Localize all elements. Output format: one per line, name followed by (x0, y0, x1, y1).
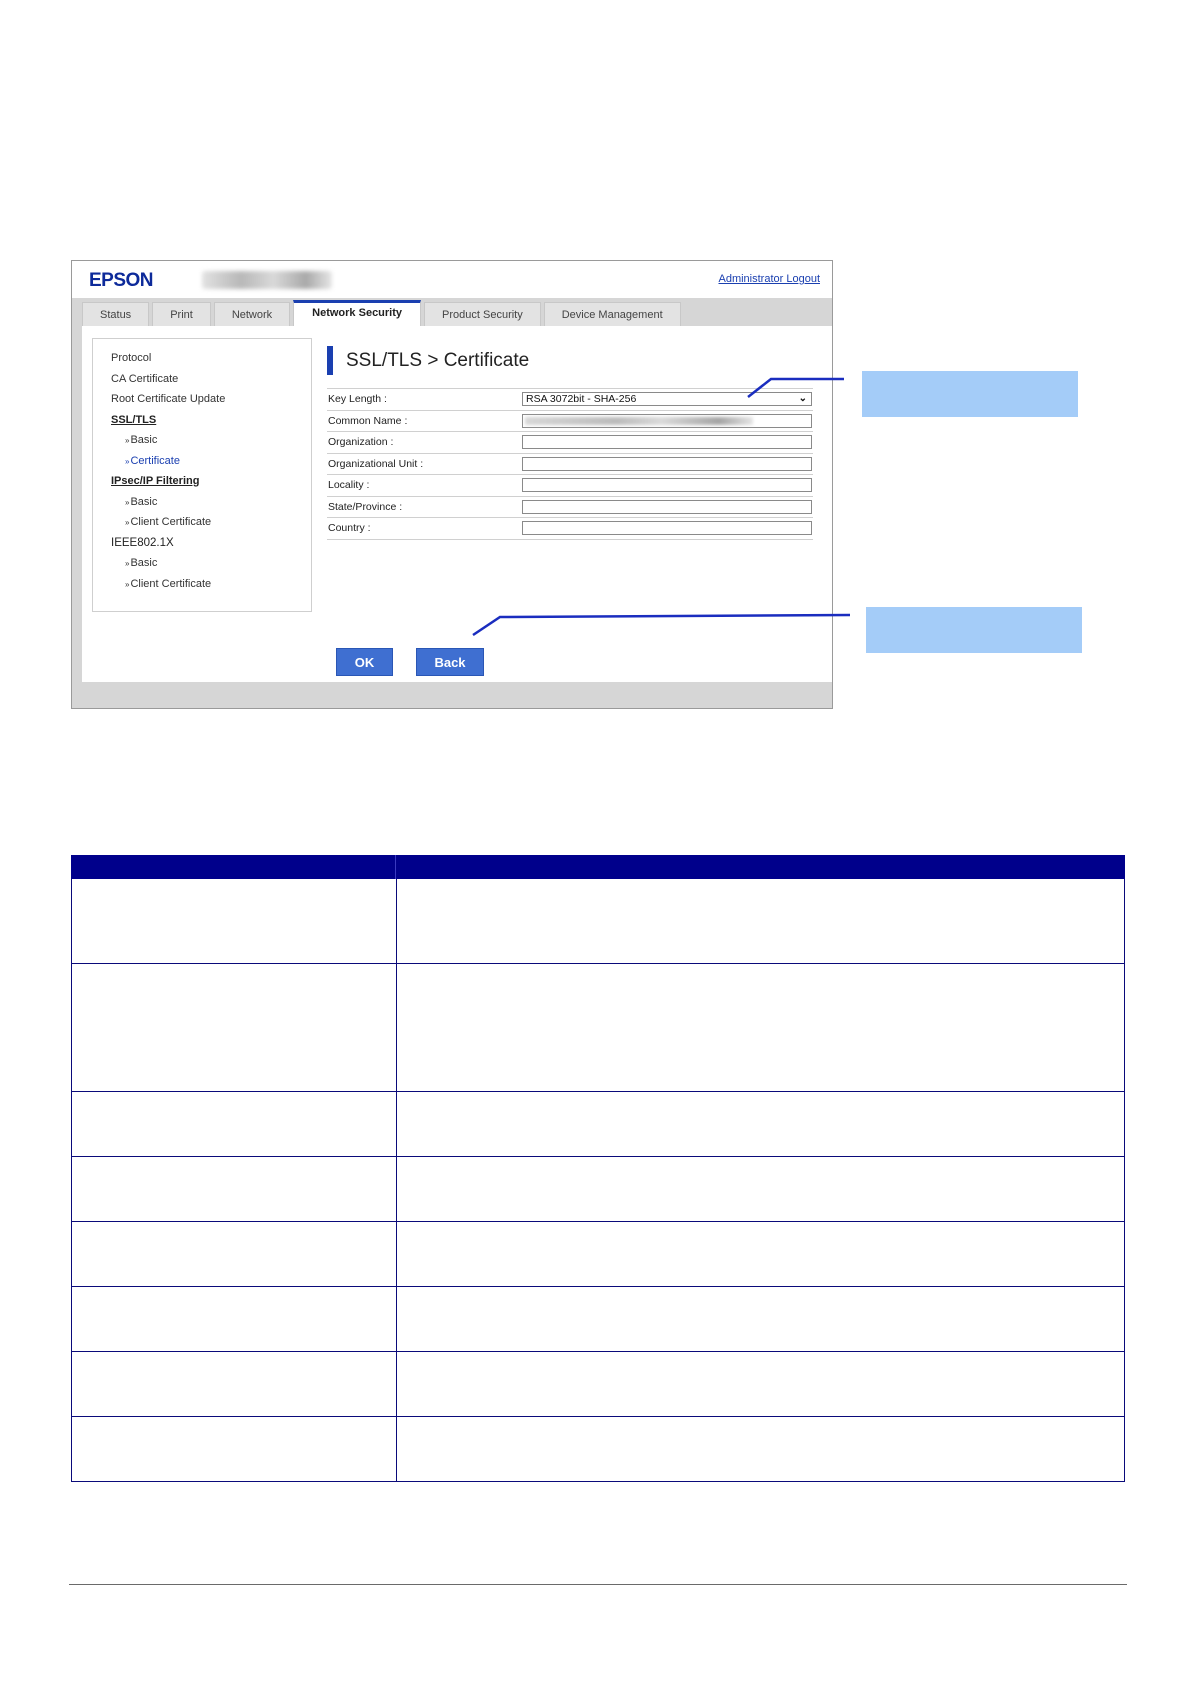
tab-device-management[interactable]: Device Management (544, 302, 681, 326)
table-row (71, 1417, 1125, 1482)
sidebar-item-label: Basic (130, 434, 158, 446)
table-cell (397, 964, 1124, 1091)
table-cell (72, 1092, 397, 1156)
tab-print[interactable]: Print (152, 302, 211, 326)
locality-label: Locality : (328, 479, 370, 492)
sidebar-item-ieee-basic[interactable] (111, 553, 311, 574)
key-length-select[interactable] (522, 392, 812, 406)
sidebar-nav (92, 338, 312, 612)
chevron-down-icon: ⌄ (798, 393, 807, 405)
form-row-common-name (327, 411, 813, 433)
table-row (71, 1287, 1125, 1352)
organization-label: Organization : (328, 436, 394, 449)
sidebar-item-ca-certificate[interactable]: CA Certificate (111, 372, 179, 385)
content-panel (82, 326, 833, 682)
sidebar-item-ipsec-ip-filtering[interactable]: IPsec/IP Filtering (111, 475, 200, 487)
organizational-unit-input[interactable] (522, 457, 812, 471)
organization-input[interactable] (522, 435, 812, 449)
table-cell (397, 1287, 1124, 1351)
table-row (71, 879, 1125, 964)
tab-product-security[interactable]: Product Security (424, 302, 541, 326)
page-title: SSL/TLS > Certificate (346, 349, 530, 371)
sidebar-item-ssl-tls[interactable]: SSL/TLS (111, 413, 157, 426)
form-row-organizational-unit (327, 454, 813, 476)
country-label: Country : (328, 522, 371, 535)
sidebar-item-label: Certificate (130, 454, 180, 467)
epson-logo: EPSON (89, 270, 154, 291)
common-name-input[interactable] (522, 414, 812, 428)
header-bar (72, 261, 832, 298)
main-tabs (82, 302, 681, 326)
table-row (71, 1092, 1125, 1157)
web-config-screenshot (71, 260, 833, 709)
redacted-common-name (525, 417, 753, 425)
form-row-organization (327, 432, 813, 454)
table-row (71, 1222, 1125, 1287)
bullet-icon: » (125, 436, 130, 445)
table-cell (397, 1222, 1124, 1286)
form-row-locality (327, 475, 813, 497)
sidebar-item-ipsec-client-certificate[interactable] (111, 512, 311, 533)
key-length-label: Key Length : (328, 393, 387, 406)
table-cell (397, 1352, 1124, 1416)
country-input[interactable] (522, 521, 812, 535)
redacted-printer-name (202, 271, 332, 289)
tab-status[interactable]: Status (82, 302, 149, 326)
state-province-input[interactable] (522, 500, 812, 514)
sidebar-item-label: Client Certificate (130, 577, 212, 590)
table-row (71, 1352, 1125, 1417)
page-heading (327, 346, 529, 375)
table-header (71, 855, 1125, 879)
bullet-icon: » (125, 497, 130, 507)
bullet-icon: » (125, 456, 130, 466)
table-cell (72, 1157, 397, 1221)
table-cell (72, 1352, 397, 1416)
table-header-cell (396, 855, 1125, 879)
sidebar-item-ssl-basic[interactable] (111, 430, 311, 451)
sidebar-item-ieee8021x[interactable]: IEEE802.1X (111, 536, 174, 549)
certificate-form (327, 388, 813, 540)
bullet-icon: » (125, 518, 130, 527)
table-row (71, 964, 1125, 1092)
table-cell (397, 879, 1124, 963)
table-header-cell (71, 855, 396, 879)
sidebar-item-ieee-client-certificate[interactable] (111, 574, 311, 595)
table-cell (72, 964, 397, 1091)
sidebar-item-label: Basic (130, 557, 158, 569)
table-cell (397, 1417, 1124, 1481)
form-row-key-length (327, 389, 813, 411)
table-cell (72, 879, 397, 963)
sidebar-item-label: Basic (130, 495, 158, 508)
tab-network-security[interactable]: Network Security (293, 300, 421, 326)
bullet-icon: » (125, 559, 130, 568)
common-name-label: Common Name : (328, 414, 408, 427)
heading-accent-bar (327, 346, 333, 375)
tab-network[interactable]: Network (214, 302, 290, 326)
ok-button[interactable]: OK (336, 648, 393, 676)
table-row (71, 1157, 1125, 1222)
footer-divider (69, 1584, 1127, 1585)
table-cell (72, 1222, 397, 1286)
sidebar-item-ssl-certificate[interactable] (111, 451, 311, 472)
bullet-icon: » (125, 579, 130, 589)
sidebar-item-ipsec-basic[interactable] (111, 492, 311, 513)
form-row-country (327, 518, 813, 540)
callout-box-buttons (866, 607, 1082, 653)
sidebar-item-protocol[interactable]: Protocol (111, 352, 152, 364)
description-table (71, 855, 1125, 1482)
form-row-state-province (327, 497, 813, 519)
key-length-value: RSA 3072bit - SHA-256 (526, 393, 637, 406)
table-cell (397, 1092, 1124, 1156)
table-cell (397, 1157, 1124, 1221)
administrator-logout-link[interactable]: Administrator Logout (718, 273, 820, 285)
sidebar-item-label: Client Certificate (130, 516, 212, 528)
locality-input[interactable] (522, 478, 812, 492)
back-button[interactable]: Back (416, 648, 484, 676)
organizational-unit-label: Organizational Unit : (328, 457, 424, 470)
table-cell (72, 1287, 397, 1351)
sidebar-item-root-certificate-update[interactable]: Root Certificate Update (111, 393, 226, 405)
state-province-label: State/Province : (328, 500, 403, 513)
callout-box-form (862, 371, 1078, 417)
table-cell (72, 1417, 397, 1481)
